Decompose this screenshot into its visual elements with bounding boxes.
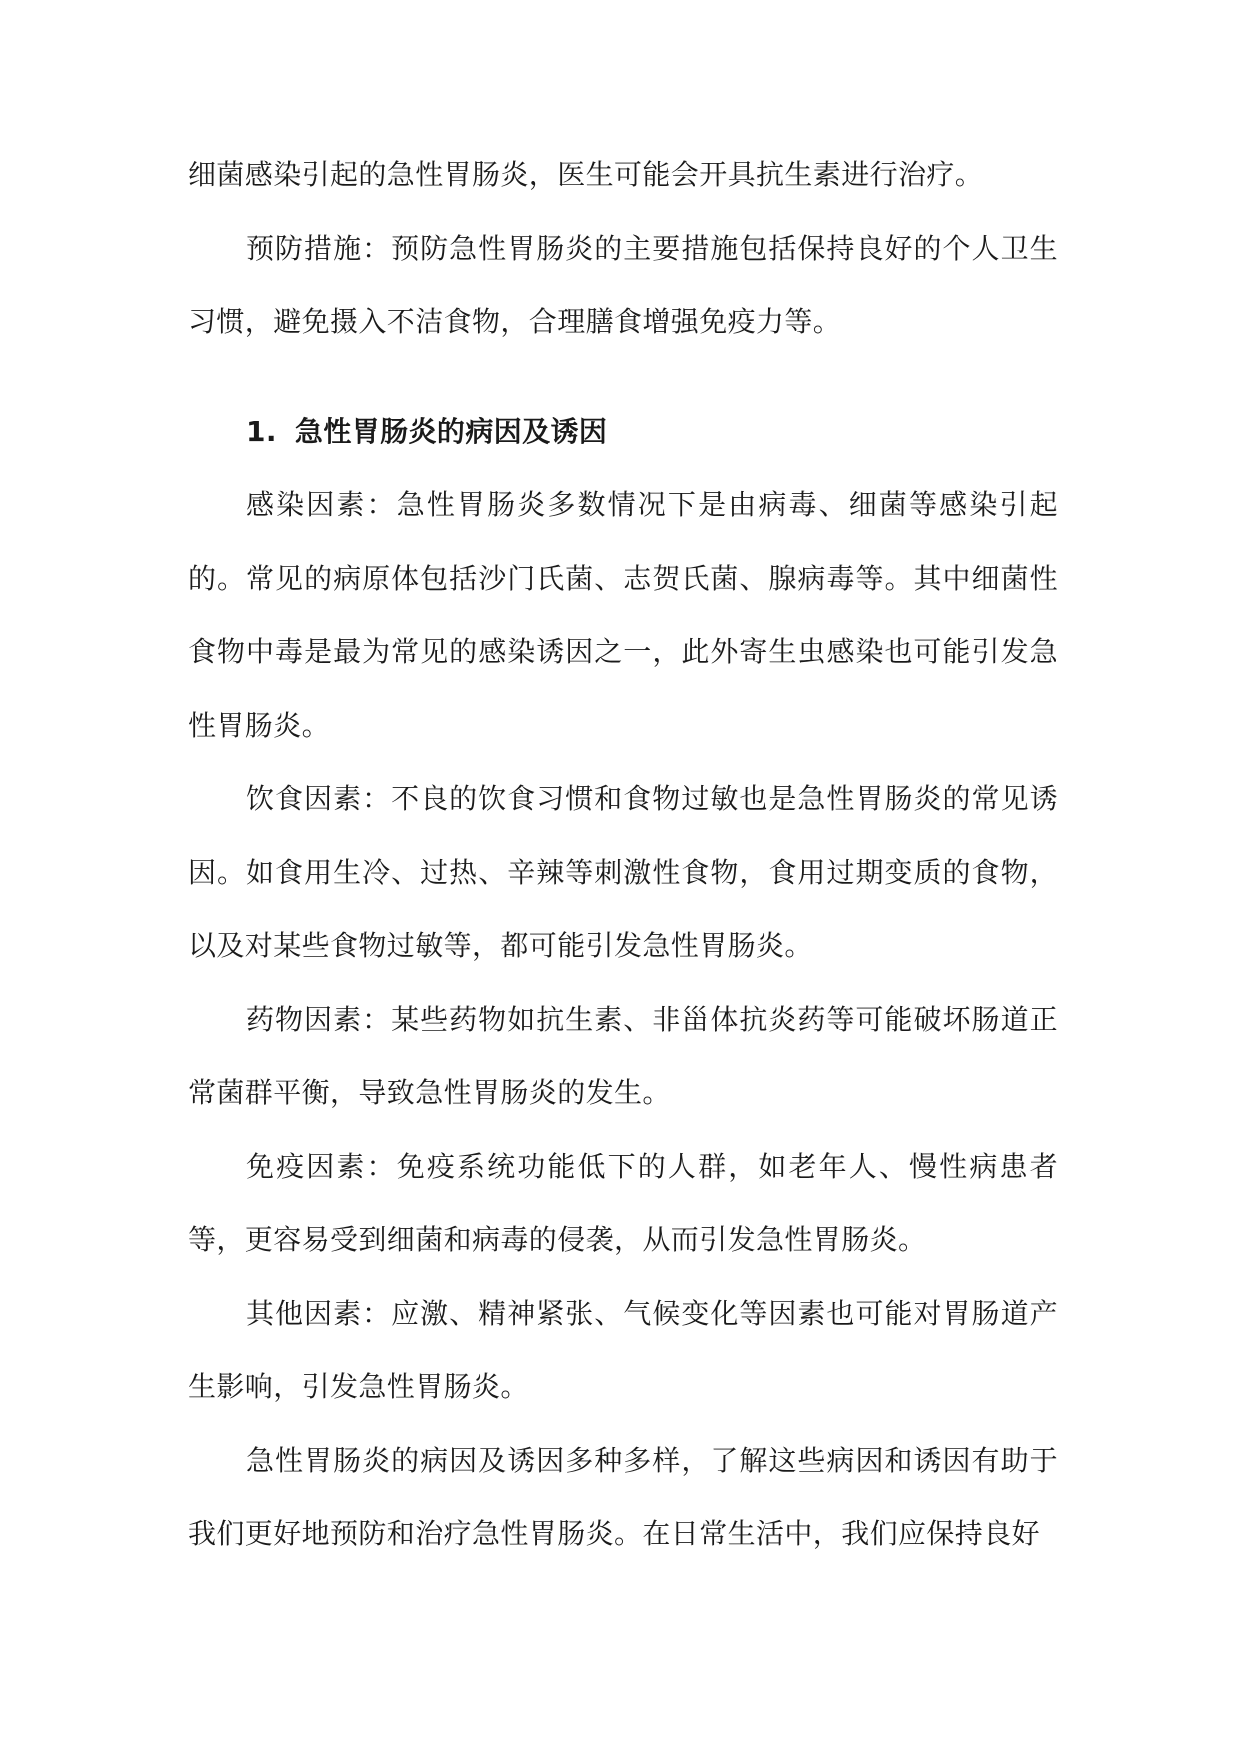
section-number: 1. (246, 414, 277, 448)
paragraph-other: 其他因素：应激、精神紧张、气候变化等因素也可能对胃肠道产生影响，引发急性胃肠炎。 (188, 1296, 1058, 1403)
paragraph-summary: 急性胃肠炎的病因及诱因多种多样，了解这些病因和诱因有助于我们更好地预防和治疗急性胃肠炎。在日常生活中，我们应保持良好 (188, 1443, 1058, 1550)
document-page (188, 138, 1058, 1571)
prevention-paragraph: 预防措施：预防急性胃肠炎的主要措施包括保持良好的个人卫生习惯，避免摄入不洁食物，合理膳食增强免疫力等。 (188, 231, 1058, 338)
paragraph-infection: 感染因素：急性胃肠炎多数情况下是由病毒、细菌等感染引起的。常见的病原体包括沙门氏菌、志贺氏菌、腺病毒等。其中细菌性食物中毒是最为常见的感染诱因之一，此外寄生虫感染也可能引发急性胃肠炎。 (188, 488, 1058, 742)
section-title: 急性胃肠炎的病因及诱因 (294, 414, 608, 448)
paragraph-drugs: 药物因素：某些药物如抗生素、非甾体抗炎药等可能破坏肠道正常菌群平衡，导致急性胃肠炎的发生。 (188, 1002, 1058, 1109)
section-heading (188, 395, 1058, 469)
continued-paragraph: 细菌感染引起的急性胃肠炎，医生可能会开具抗生素进行治疗。 (188, 158, 984, 191)
paragraph-diet: 饮食因素：不良的饮食习惯和食物过敏也是急性胃肠炎的常见诱因。如食用生冷、过热、辛辣等刺激性食物，食用过期变质的食物，以及对某些食物过敏等，都可能引发急性胃肠炎。 (188, 782, 1058, 962)
paragraph-immunity: 免疫因素：免疫系统功能低下的人群，如老年人、慢性病患者等，更容易受到细菌和病毒的侵袭，从而引发急性胃肠炎。 (188, 1149, 1058, 1256)
